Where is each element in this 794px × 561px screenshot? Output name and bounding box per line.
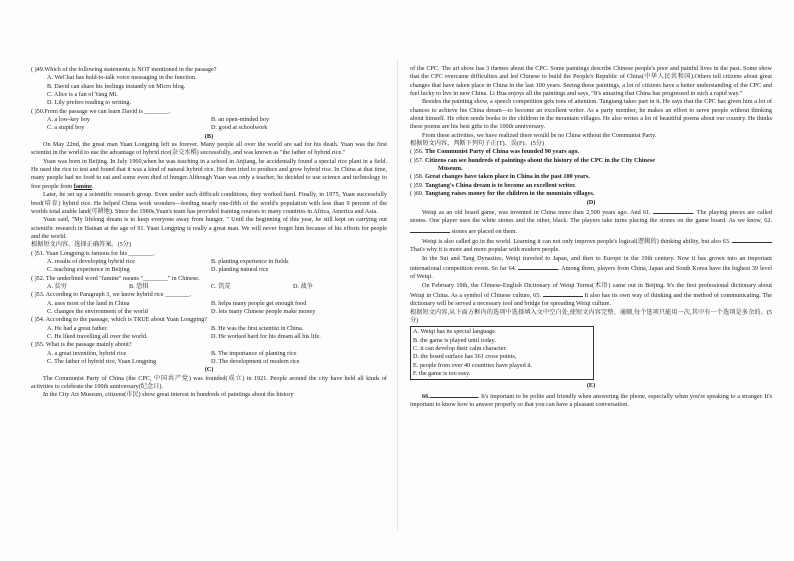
tf-question-57 — [410, 157, 772, 165]
q50-options-row2 — [31, 124, 387, 132]
passage-d-p2-text-a: Weiqi is also called go in the world. Learning it can not only improve people's logical(逻辑的) thinking ability, but also 63. — [422, 237, 732, 245]
tf-56-number: ( )56. — [410, 148, 424, 156]
blank-63[interactable] — [732, 236, 772, 243]
section-b-heading: (B) — [204, 132, 214, 140]
tf-question-59 — [410, 182, 772, 190]
column-divider — [397, 60, 398, 530]
q53-option-d: D. lets many Chinese people make money — [211, 307, 316, 315]
passage-c-continued-2: Besides the painting show, a speech competition gets tons of attention. Tangtang takes part in it. He says that the CPC has given him a lot of chances to achieve his China dream—to become an excellent writer. As a party member, he makes an effort to serve people without thinking about himself. He often sends books to the children in the mountain villages. He also writes a lot of beautiful poems about our country. He thinks these poems are his best gifts to the 100th anniversary. — [410, 98, 772, 131]
q53-option-c: C. changes the environment of the world — [47, 307, 148, 315]
tf-59-number: ( )59. — [410, 181, 424, 189]
passage-d-paragraph-3 — [410, 255, 772, 282]
tf-question-58 — [410, 173, 772, 181]
passage-b-paragraph-2: Yuan was born in Beijing. In July 1960,when he was teaching in a school in Anjiang, he accidentally found a special rice plant in a field. He used the rice to test and found that it was a kind of natural hybrid rice. He then tried to produce and grow hybrid rice. In China at that time, many people had no food to eat and some even died of hunger.Although Yuan was only a teacher, he decided to use science and technology to free people from famine. — [31, 157, 387, 190]
passage-c-paragraph-2: In the City Art Museum, citizens(市民) show great interest in hundreds of paintings about the history — [43, 391, 294, 399]
q55-option-c: C. The father of hybrid rice, Yuan Longping — [47, 358, 157, 366]
question-55-stem: ( )55. What is the passage mainly about? — [31, 341, 132, 349]
q50-option-b: B. an open-minded boy — [211, 116, 270, 124]
tf-56-text: The Communist Party of China was founded 90 years ago. — [424, 148, 579, 156]
box-option-f: F. the game is too easy. — [413, 370, 471, 378]
box-option-b: B. the game is played until today. — [413, 336, 496, 344]
blank-61[interactable] — [653, 207, 693, 214]
q54-options-row2 — [31, 333, 387, 341]
q55-option-a: A. a great invention, hybrid rice — [47, 349, 127, 357]
q51-option-c: C. teaching experience in Beijing — [47, 266, 130, 274]
q49-option-d: D. Lily prefers reading to writing. — [47, 99, 132, 107]
passage-d-p3-text-b: . Among them, players from China, Japan and South Korea have the highest 39 level of Weiqi. — [410, 264, 772, 281]
blank-65[interactable] — [543, 290, 583, 297]
q51-option-a: A. results of developing hybrid rice — [47, 257, 135, 265]
section-e-heading: (E) — [586, 382, 596, 390]
tf-question-60 — [410, 190, 772, 198]
section-d-heading: (D) — [586, 198, 596, 206]
tf-58-text: Great changes have taken place in China in the past 100 years. — [424, 173, 590, 181]
passage-d-p1-text-c: stones are placed on them. — [450, 227, 518, 235]
q55-option-b: B. The importance of planting rice — [211, 349, 297, 357]
passage-e-paragraph — [410, 391, 772, 410]
section-b-instruction: 根据短文内容，选择正确答案。(5分) — [31, 241, 132, 249]
box-option-e: E. people from over 40 countries have played it. — [413, 361, 533, 369]
q54-option-c: C. He liked travelling all over the world. — [47, 333, 148, 340]
question-52-stem: ( )52. The underlined word "famine" means "________" in Chinese. — [31, 274, 200, 282]
passage-d-p2-text-b: That's why it is more and more popular with modern people. — [410, 246, 560, 254]
q51-option-b: B. planting experience in fields — [211, 257, 289, 265]
q52-option-a: A. 贫穷 — [47, 282, 67, 290]
q52-option-c: C. 饥荒 — [211, 282, 231, 290]
passage-d-p4-text-b: It also has its own way of thinking and the method of communicating. The dictionary will be served a necessary tool and bridge for spreading Weiqi culture. — [410, 291, 773, 308]
question-49-stem: ( )49.Which of the following statements is NOT mentioned in the passage? — [31, 66, 217, 73]
blank-64[interactable] — [518, 263, 558, 270]
q51-option-d: D. planting natural rice — [211, 266, 269, 274]
passage-d-p1-text-b: . The playing pieces are called stones. One player uses the white stones and the other, black. The players take turns placing the stones on the game board. As we know, 62. — [410, 208, 773, 225]
q50-options-row1 — [31, 116, 387, 124]
passage-b-paragraph-4: Yuan said, "My lifelong dream is to keep everyone away from hunger. " Until the beginning of this year, he still kept on carrying out scientific research in Hainan at the age of 91. Yuan Longping is really a great man. We will never forget him because of his efforts for people and the world. — [31, 216, 387, 240]
tf-58-number: ( )58. — [410, 173, 424, 181]
box-option-c: C. it can develop their calm character. — [413, 345, 507, 352]
right-column — [410, 65, 772, 409]
underlined-word-famine: famine — [73, 182, 92, 190]
q53-option-b: B. helps many people get enough food — [211, 299, 307, 307]
passage-c-continued-1: of the CPC. The art show has 3 themes about the CPC. Some paintings describe Chinese people's poor and painful lives in the past. Some show that the CPC overcame difficulties and led Chinese to build the People's Republic of China(中华人民共和国).Others tell citizens about great changes that have taken place in China in the last 100 years. Seeing these paintings, a lot of citizens have a better understanding of the CPC and feel lucky to live in new China. Li Hua enjoys all the paintings and says, "It's amazing that China has progressed in such a rapid way." — [410, 65, 772, 98]
q51-options-row1 — [31, 258, 387, 266]
passage-b-paragraph-3: Later, he set up a scientific research group. Even under such difficult conditions, they worked hard. Finally, in 1975, Yuan successfully bred(培育) hybrid rice. He helped China work wonders—feeding nearly one-fifth of the world's population with less than 9 percent of the worlds total arable land(可耕地). Since the 1980s,Yuan's team has provided training courses to many countries in Africa, America and Asia. — [31, 191, 387, 215]
q52-option-b: B. 恐惧 — [129, 282, 149, 290]
q49-option-a: A. WeChat has hold-to-talk voice messaging in the function. — [47, 74, 197, 82]
passage-d-p3-text-a: In the Sui and Tang Dynasties, Weiqi traveled to Japan, and then to Europe in the 19th century. Now it has grown into an important international competition event. So far 64. — [410, 254, 772, 272]
passage-d-paragraph-4 — [410, 282, 772, 309]
tf-57-continuation: Museum. — [438, 165, 463, 173]
tf-59-text: Tangtang's China dream is to become an excellent writer. — [424, 181, 576, 189]
q54-options-row1 — [31, 325, 387, 333]
tf-57-number: ( )57. — [410, 156, 424, 164]
q49-option-b: B. David can share his feelings instantly on Micro blog. — [47, 82, 186, 90]
passage-d-paragraph-1 — [410, 207, 772, 236]
options-box — [410, 326, 594, 380]
q50-option-c: C. a stupid boy — [47, 124, 85, 132]
q55-options-row1 — [31, 350, 387, 358]
box-option-a: A. Weiqi has its special language. — [413, 328, 497, 336]
blank-62[interactable] — [410, 226, 450, 233]
q54-option-a: A. He had a great father. — [47, 324, 108, 332]
tf-question-56 — [410, 148, 772, 156]
q53-option-a: A. uses most of the land in China — [47, 299, 130, 307]
tf-60-text: Tangtang raises money for the children in the mountain villages. — [424, 190, 595, 198]
q55-option-d: D. The development of modern rice — [211, 358, 300, 366]
q55-options-row2 — [31, 358, 387, 366]
question-50-stem: ( )50.From the passage we can learn David is ________. — [31, 107, 171, 115]
tf-60-number: ( )60. — [410, 190, 424, 198]
q53-options-row2 — [31, 308, 387, 316]
question-51-stem: ( )51. Yuan Longping is famous for his ________. — [31, 249, 155, 257]
box-option-d: D. the board surface has 361 cross points, — [413, 353, 517, 361]
passage-d-p1-text-a: Weiqi as an old board game, was invented in China more than 2,500 years ago. And 61. — [422, 208, 654, 216]
passage-c-paragraph-1: The Communist Party of China (the CPC, 中国共产党) was founded(成立) in 1921. People around the city have held all kinds of activities to celebrate the 100th anniversary(纪念日). — [31, 374, 387, 391]
passage-e-text: . It's important to be polite and friendly when answering the phone, especially when you're speaking to a stranger. It's important to know how to answer properly so that you can have a pleasant conversation. — [410, 392, 772, 409]
passage-e-number: 66. — [422, 392, 430, 400]
q52-options-row — [31, 283, 387, 291]
passage-b-paragraph-1: On May 22nd, the great man Yuan Longping left us forever. Many people all over the world are sad for his death. Yuan was the first scientist in the world to use the advantage of hybrid rice(杂交水稻) successfully, and was known as "the father of hybrid rice." — [31, 141, 387, 157]
question-53-stem: ( )53. According to Paragraph 3, we know hybrid rice ________. — [31, 291, 192, 299]
tf-57-text: Citizens can see hundreds of paintings about the history of the CPC in the City Chinese — [424, 156, 655, 164]
question-54-stem: ( )54. According to the passage, which is TRUE about Yuan Longping? — [31, 316, 208, 324]
blank-66[interactable] — [430, 391, 478, 398]
passage-c-continued-3: From these activities, we have realized there would be no China without the Communist Party. — [422, 131, 657, 139]
q53-options-row1 — [31, 300, 387, 308]
q49-option-c: C. Alice is a fan of Yang Mi. — [47, 91, 118, 99]
section-c-instruction: 根据短文内容，判断下列句子正(T)、误(F)。(5分) — [410, 140, 545, 148]
section-c-heading: (C) — [204, 366, 214, 374]
q50-option-a: A. a low-key boy — [47, 116, 90, 124]
q54-option-b: B. He was the first scientist in China. — [211, 324, 304, 332]
q52-option-d: D. 战争 — [293, 282, 313, 290]
q50-option-d: D. good at schoolwork — [211, 124, 268, 132]
left-column — [31, 66, 387, 400]
section-d-instruction: 根据短文内容,从下面方框内的选项中选择填入文中空白处,使短文内容完整、通顺,每个选项只能用一次,其中有一个选项是多余的。(5分) — [410, 308, 772, 324]
passage-d-paragraph-2 — [410, 236, 772, 255]
q51-options-row2 — [31, 266, 387, 274]
q54-option-d: D. He worked hard for his dream all his life. — [211, 333, 321, 340]
passage-d-p4-text-a: On February 19th, the Chinese-English Dictionary of Weiqi Terms(术语) came out in Beijing. It's the first professional dictionary about Weiqi in China. As a symbol of Chinese culture, 65. — [410, 281, 772, 299]
